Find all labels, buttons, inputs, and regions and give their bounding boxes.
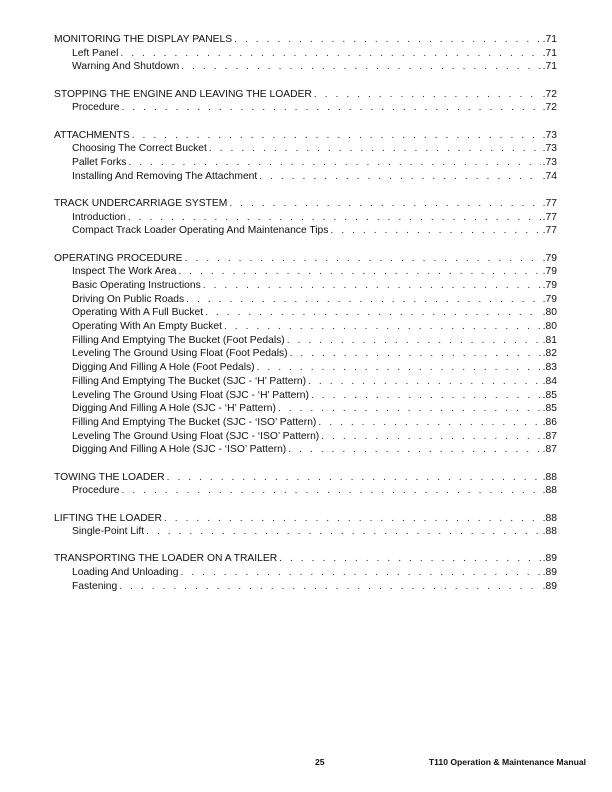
toc-page-number: .77	[542, 197, 557, 209]
toc-subentry[interactable]	[54, 265, 557, 279]
dot-leader	[119, 580, 540, 594]
dot-leader	[178, 265, 540, 279]
toc-subentry-title: Digging And Filling A Hole (SJC - ‘ISO’ Pattern)	[72, 444, 287, 456]
dot-leader	[318, 416, 540, 430]
toc-page-number: .79	[542, 266, 557, 278]
toc-subentry[interactable]	[54, 525, 557, 539]
toc-heading-title: TRANSPORTING THE LOADER ON A TRAILER	[54, 553, 278, 565]
toc-heading-title: LIFTING THE LOADER	[54, 512, 162, 524]
dot-leader	[167, 471, 541, 485]
page-number: 25	[315, 757, 325, 767]
dot-leader	[287, 334, 541, 348]
toc-section	[54, 252, 557, 457]
toc-page-number: .73	[542, 129, 557, 141]
toc-subentry-title: Filling And Emptying The Bucket (SJC - ‘ISO’ Pattern)	[72, 416, 317, 428]
toc-heading-title: MONITORING THE DISPLAY PANELS	[54, 34, 233, 45]
toc-subentry[interactable]	[54, 389, 557, 403]
dot-leader	[185, 252, 541, 266]
toc-subentry-title: Filling And Emptying The Bucket (Foot Pedals)	[72, 334, 285, 346]
toc-heading-title: ATTACHMENTS	[54, 129, 130, 141]
toc-subentry-title: Warning And Shutdown	[72, 61, 180, 73]
manual-title: T110 Operation & Maintenance Manual	[428, 757, 586, 767]
toc-subentry-title: Procedure	[72, 485, 120, 497]
toc-page-number: .72	[542, 102, 557, 114]
toc-subentry-title: Leveling The Ground Using Float (SJC - ‘H’ Pattern)	[72, 389, 309, 401]
toc-page-number: .84	[542, 375, 557, 387]
dot-leader	[128, 156, 540, 170]
toc-heading[interactable]	[54, 33, 557, 47]
toc-page-number: .79	[542, 252, 557, 264]
toc-section	[54, 552, 557, 593]
toc-subentry[interactable]	[54, 279, 557, 293]
toc-subentry-title: Left Panel	[72, 47, 119, 59]
toc-page-number: .89	[542, 567, 557, 579]
dot-leader	[181, 60, 540, 74]
toc-page-number: .71	[542, 47, 557, 59]
toc-page-number: .88	[542, 471, 557, 483]
toc-subentry[interactable]	[54, 430, 557, 444]
toc-page-number: .71	[542, 34, 557, 45]
dot-leader	[321, 430, 540, 444]
dot-leader	[209, 142, 541, 156]
toc-subentry[interactable]	[54, 375, 557, 389]
toc-heading[interactable]	[54, 552, 557, 566]
dot-leader	[186, 293, 541, 307]
toc-subentry[interactable]	[54, 402, 557, 416]
toc-subentry[interactable]	[54, 142, 557, 156]
toc-page-number: .83	[542, 362, 557, 374]
toc-subentry-title: Procedure	[72, 102, 120, 114]
table-of-contents	[54, 33, 557, 607]
toc-page-number: .81	[542, 334, 557, 346]
toc-page-number: .88	[542, 485, 557, 497]
toc-subentry-title: Choosing The Correct Bucket	[72, 143, 207, 155]
toc-subentry-title: Digging And Filling A Hole (SJC - ‘H’ Pattern)	[72, 403, 276, 415]
dot-leader	[164, 512, 541, 526]
toc-subentry-title: Fastening	[72, 580, 118, 592]
toc-section	[54, 88, 557, 115]
toc-heading-title: STOPPING THE ENGINE AND LEAVING THE LOADER	[54, 88, 312, 100]
toc-subentry[interactable]	[54, 484, 557, 498]
toc-heading-title: OPERATING PROCEDURE	[54, 252, 183, 264]
toc-subentry[interactable]	[54, 580, 557, 594]
toc-subentry[interactable]	[54, 347, 557, 361]
toc-page-number: .79	[542, 293, 557, 305]
toc-subentry[interactable]	[54, 211, 557, 225]
page-footer	[0, 757, 612, 771]
toc-subentry[interactable]	[54, 361, 557, 375]
toc-subentry-title: Loading And Unloading	[72, 567, 179, 579]
toc-heading[interactable]	[54, 197, 557, 211]
toc-heading[interactable]	[54, 471, 557, 485]
toc-subentry[interactable]	[54, 156, 557, 170]
dot-leader	[288, 443, 540, 457]
dot-leader	[132, 129, 541, 143]
dot-leader	[224, 320, 541, 334]
dot-leader	[205, 306, 541, 320]
toc-subentry[interactable]	[54, 566, 557, 580]
toc-subentry[interactable]	[54, 306, 557, 320]
toc-section	[54, 471, 557, 498]
toc-page-number: .86	[542, 416, 557, 428]
toc-subentry-title: Filling And Emptying The Bucket (SJC - ‘H’ Pattern)	[72, 375, 307, 387]
toc-page-number: .88	[542, 512, 557, 524]
toc-page-number: .79	[542, 280, 557, 291]
toc-subentry[interactable]	[54, 101, 557, 115]
toc-subentry[interactable]	[54, 293, 557, 307]
toc-page-number: .85	[542, 403, 557, 415]
toc-page-number: .73	[542, 157, 557, 168]
toc-subentry-title: Driving On Public Roads	[72, 293, 185, 305]
dot-leader	[234, 33, 541, 47]
toc-page-number: .77	[542, 211, 557, 223]
toc-section	[54, 512, 557, 539]
toc-subentry[interactable]	[54, 443, 557, 457]
toc-subentry-title: Installing And Removing The Attachment	[72, 170, 258, 182]
dot-leader	[330, 224, 540, 238]
toc-heading-title: TRACK UNDERCARRIAGE SYSTEM	[54, 197, 228, 209]
toc-heading-title: TOWING THE LOADER	[54, 471, 165, 483]
toc-page-number: .80	[542, 307, 557, 319]
toc-page-number: .74	[542, 170, 557, 182]
dot-leader	[122, 484, 541, 498]
toc-page-number: .87	[542, 430, 557, 442]
dot-leader	[279, 552, 541, 566]
toc-subentry[interactable]	[54, 416, 557, 430]
dot-leader	[259, 170, 540, 184]
toc-section	[54, 129, 557, 184]
toc-subentry-title: Basic Operating Instructions	[72, 280, 201, 291]
toc-subentry-title: Introduction	[72, 211, 126, 223]
toc-page-number: .72	[542, 88, 557, 100]
toc-heading[interactable]	[54, 252, 557, 266]
toc-page-number: .80	[542, 321, 557, 333]
toc-subentry[interactable]	[54, 60, 557, 74]
toc-heading[interactable]	[54, 88, 557, 102]
toc-heading[interactable]	[54, 129, 557, 143]
toc-subentry[interactable]	[54, 224, 557, 238]
dot-leader	[229, 197, 540, 211]
toc-page-number: .71	[542, 61, 557, 73]
toc-subentry-title: Compact Track Loader Operating And Maintenance Tips	[72, 225, 329, 237]
dot-leader	[311, 389, 541, 403]
toc-page-number: .87	[542, 444, 557, 456]
dot-leader	[257, 361, 541, 375]
toc-subentry-title: Leveling The Ground Using Float (Foot Pedals)	[72, 348, 288, 360]
dot-leader	[278, 402, 541, 416]
toc-subentry-title: Pallet Forks	[72, 157, 127, 168]
dot-leader	[314, 88, 541, 102]
toc-subentry-title: Single-Point Lift	[72, 526, 145, 538]
toc-subentry-title: Inspect The Work Area	[72, 266, 177, 278]
dot-leader	[128, 211, 541, 225]
toc-subentry[interactable]	[54, 170, 557, 184]
dot-leader	[290, 347, 541, 361]
toc-section	[54, 33, 557, 74]
toc-page-number: .89	[542, 580, 557, 592]
toc-page-number: .89	[542, 553, 557, 565]
dot-leader	[146, 525, 541, 539]
dot-leader	[203, 279, 541, 293]
dot-leader	[122, 101, 541, 115]
toc-heading[interactable]	[54, 512, 557, 526]
toc-subentry-title: Digging And Filling A Hole (Foot Pedals)	[72, 362, 255, 374]
toc-section	[54, 197, 557, 238]
toc-page-number: .88	[542, 526, 557, 538]
toc-subentry-title: Operating With A Full Bucket	[72, 307, 204, 319]
toc-subentry-title: Leveling The Ground Using Float (SJC - ‘ISO’ Pattern)	[72, 430, 320, 442]
toc-subentry[interactable]	[54, 334, 557, 348]
dot-leader	[120, 47, 540, 61]
toc-subentry[interactable]	[54, 320, 557, 334]
toc-page-number: .85	[542, 389, 557, 401]
toc-page-number: .82	[542, 348, 557, 360]
toc-page-number: .77	[542, 225, 557, 237]
toc-subentry[interactable]	[54, 47, 557, 61]
dot-leader	[308, 375, 541, 389]
dot-leader	[181, 566, 541, 580]
toc-subentry-title: Operating With An Empty Bucket	[72, 321, 222, 333]
toc-page-number: .73	[542, 143, 557, 155]
